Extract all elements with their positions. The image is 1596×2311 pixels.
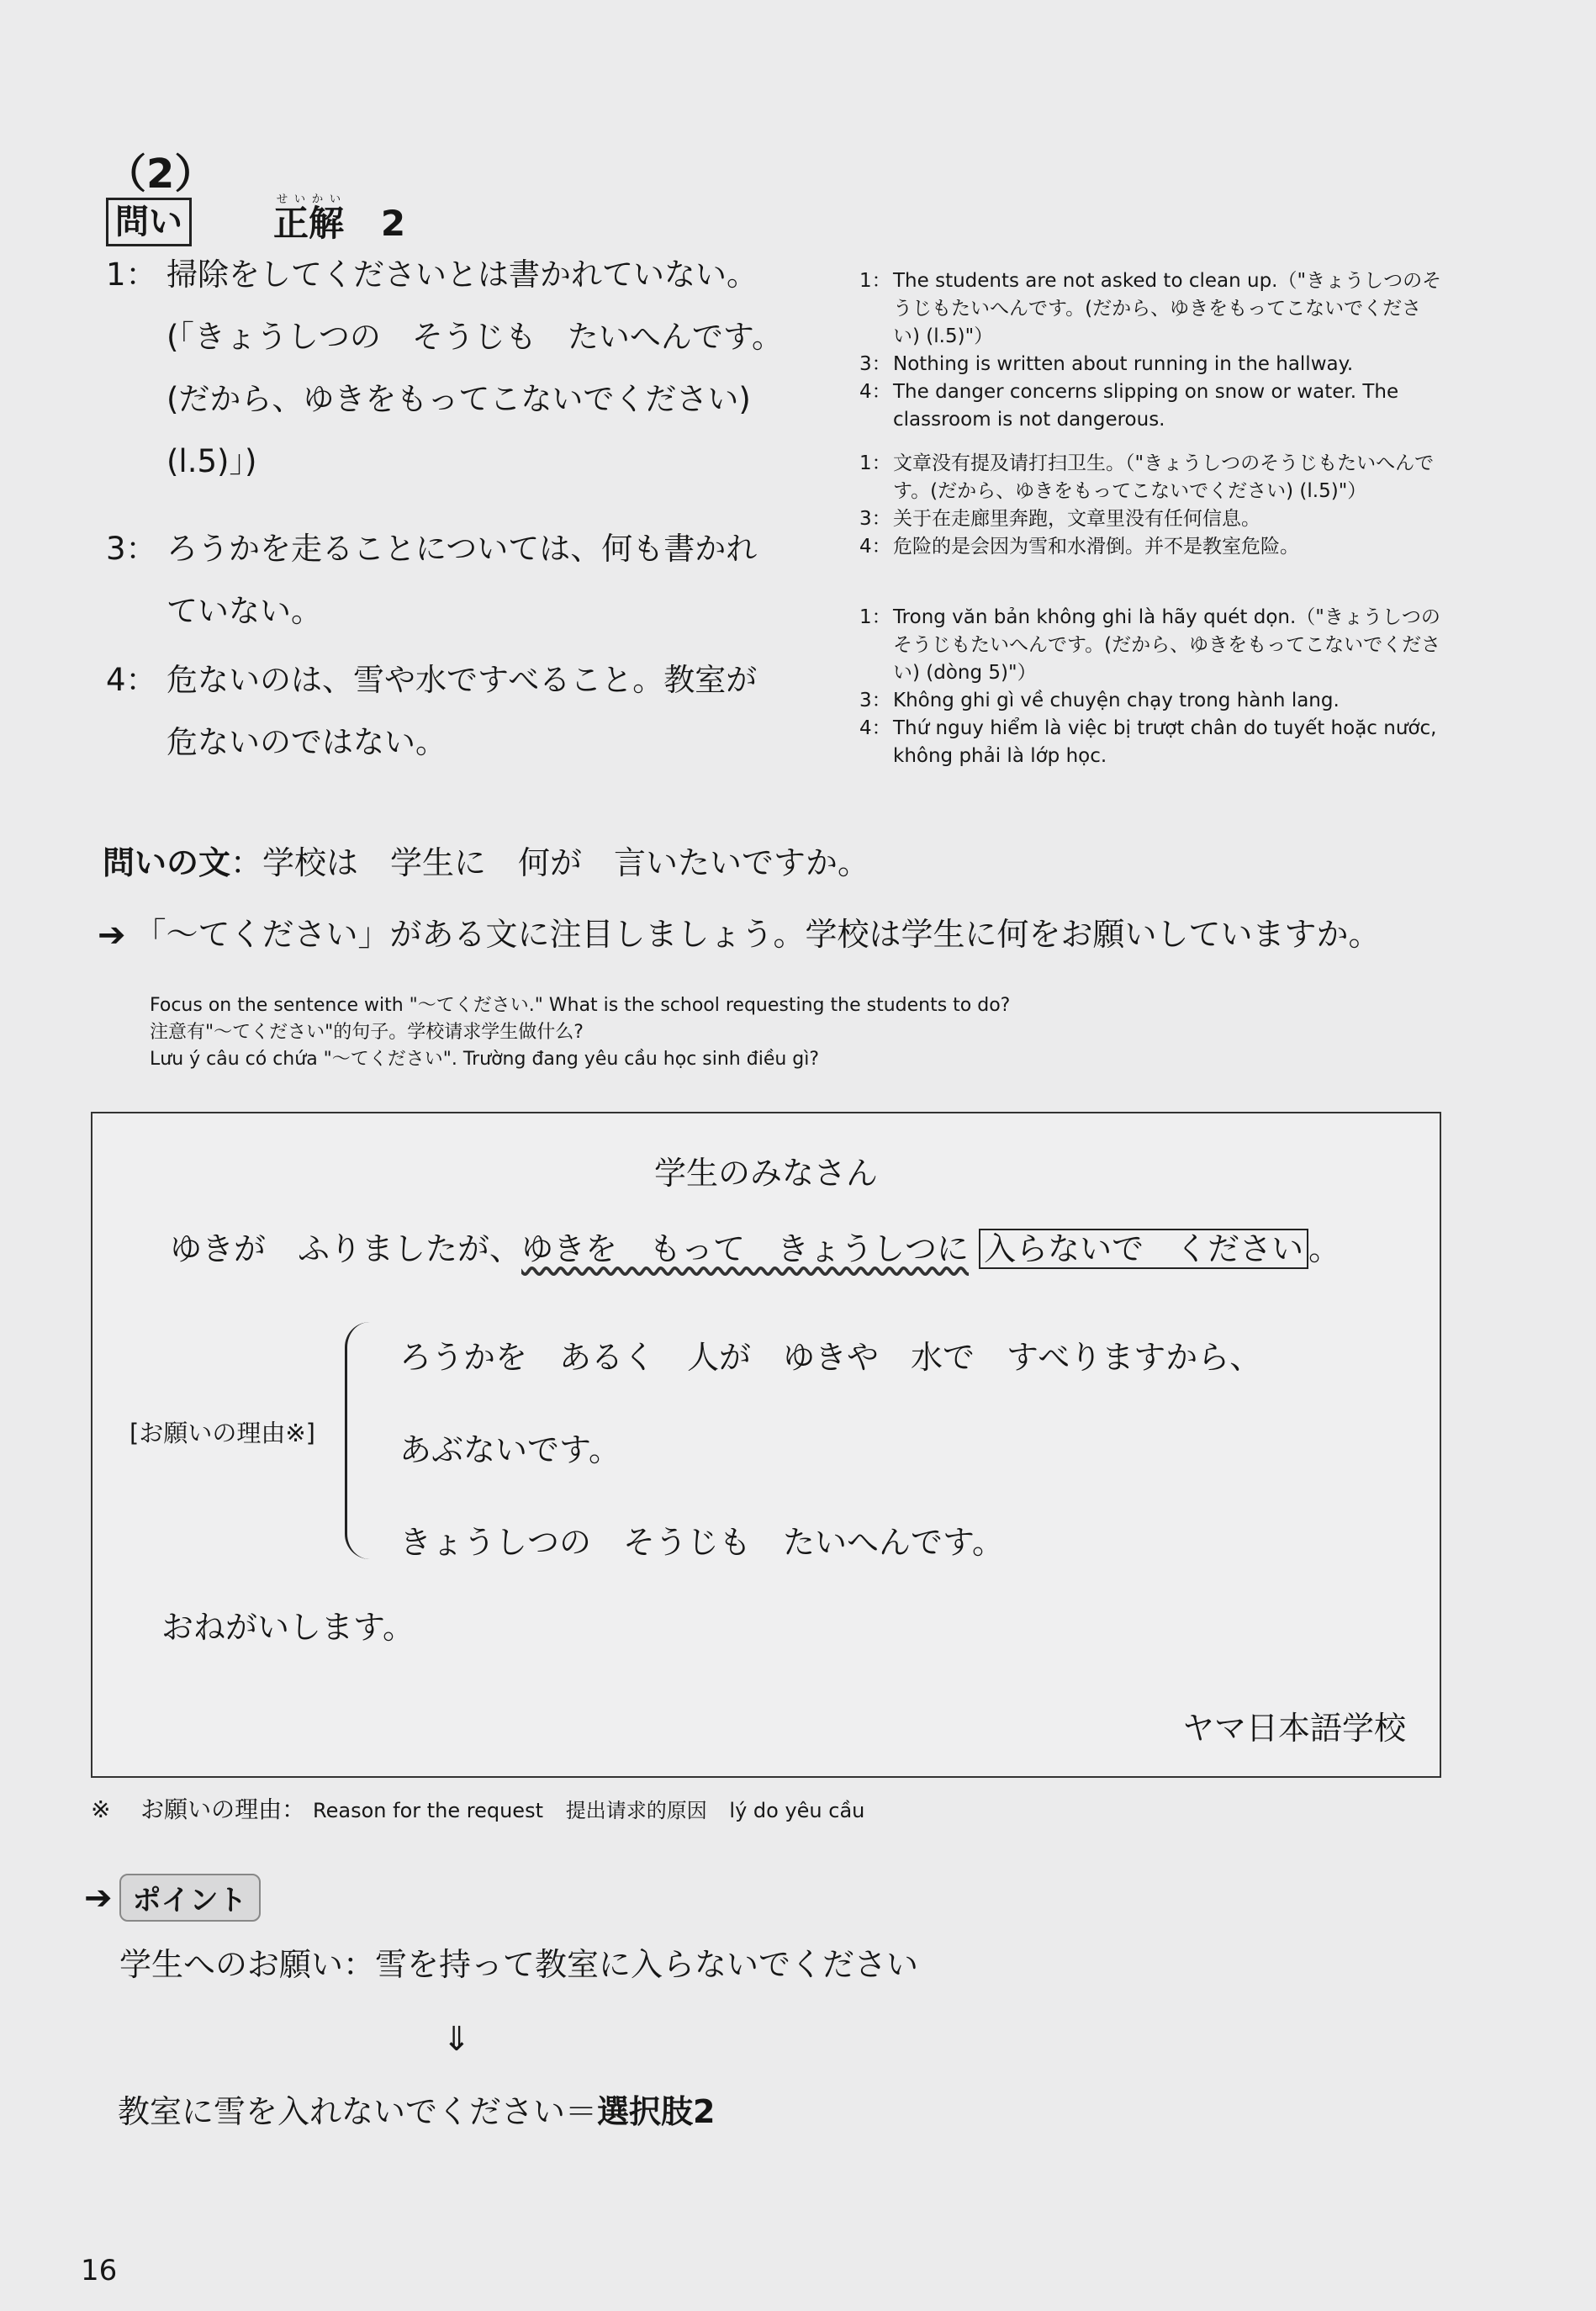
explanation-text: 危ないのは、雪や水ですべること。教室が <box>166 662 758 698</box>
translation-english: 1： The students are not asked to clean up.（"きょうしつのそうじもたいへんです。(だから、ゆきをもってこないでください) (l.5)"） 3： Nothing is written about running in the hallway. 4： The danger concerns slipping on snow or water. The classroom is not dangerous. <box>859 270 1442 431</box>
reason-label: [お願いの理由※] <box>129 1419 315 1447</box>
answer-choice: 選択肢2 <box>597 2093 716 2130</box>
question-sentence <box>103 837 869 883</box>
arrow-right-icon: ➔ <box>84 1878 113 1917</box>
footnote-english: Reason for the request <box>313 1799 543 1822</box>
arrow-right-icon: ➔ <box>98 916 126 955</box>
notice-signature: ヤマ日本語学校 <box>1181 1710 1406 1747</box>
point-request: 学生へのお願い：雪を持って教室に入らないでください <box>119 1946 919 1983</box>
explanation-3: 3： ろうかを走ることについては、何も書かれ ていない。 <box>106 518 838 643</box>
explanation-text: 掃除をしてくださいとは書かれていない。 <box>166 256 758 293</box>
page-number: 16 <box>81 2254 118 2287</box>
reason-line: ろうかを あるく 人が ゆきや 水で すべりますから、 <box>399 1339 1262 1376</box>
explanation-1: 1： 掃除をしてくださいとは書かれていない。 (「きょうしつの そうじも たいへんです。 (だから、ゆきをもってこないでください) (l.5)」) <box>106 244 838 493</box>
answer-label: 正解 <box>273 203 345 244</box>
explanation-text: ていない。 <box>166 593 322 629</box>
notice-closing: おねがいします。 <box>161 1609 415 1646</box>
footnote: ※ お願いの理由： Reason for the request 提出请求的原因 lý do yêu cầu <box>91 1795 865 1823</box>
boxed-request-phrase: 入らないで ください <box>979 1229 1308 1269</box>
answer-value: 2 <box>380 203 406 244</box>
footnote-term: お願いの理由 <box>140 1795 283 1823</box>
question-sentence-label: 問いの文 <box>103 844 231 881</box>
question-label: 問い <box>106 198 192 246</box>
translation-vietnamese: 1： Trong văn bản không ghi là hãy quét dọn.（"きょうしつのそうじもたいへんです。(だから、ゆきをもってこないでください) (dòng 5)"） 3： Không ghi gì về chuyện chạy trong hành lang. 4： Thứ nguy hiểm là việc bị trượt chân do tuyết hoặc nước, không phải là lớp học. <box>859 606 1441 767</box>
explanation-text: (だから、ゆきをもってこないでください) <box>166 381 751 417</box>
footnote-chinese: 提出请求的原因 <box>565 1799 707 1822</box>
explanation-text: 危ないのではない。 <box>166 724 447 760</box>
notice-title: 学生のみなさん <box>653 1155 878 1192</box>
focus-notes <box>150 992 1010 1073</box>
focus-instruction <box>98 908 1381 955</box>
brace-icon <box>345 1322 373 1559</box>
footnote-mark: ※ <box>91 1795 111 1823</box>
correct-answer <box>273 193 405 246</box>
explanation-text: ろうかを走ることについては、何も書かれ <box>166 531 758 567</box>
down-arrow-icon: ⇓ <box>442 2020 471 2059</box>
wavy-underlined-phrase: ゆきを もって きょうしつに <box>521 1230 970 1267</box>
focus-note-english: Focus on the sentence with "～てください." What is the school requesting the students to do? <box>150 995 1011 1016</box>
point-tag: ポイント <box>119 1874 261 1922</box>
notice-main-sentence: ゆきが ふりましたが、ゆきを もって きょうしつに 入らないで ください 。 <box>170 1230 1341 1267</box>
point-result: 教室に雪を入れないでください＝選択肢2 <box>118 2093 716 2130</box>
explanation-text: (「きょうしつの そうじも たいへんです。 <box>166 319 783 355</box>
section-number: （2） <box>106 151 215 198</box>
reason-line: きょうしつの そうじも たいへんです。 <box>399 1524 1004 1561</box>
reason-line: あぶないです。 <box>399 1431 621 1468</box>
footnote-vietnamese: lý do yêu cầu <box>729 1799 865 1822</box>
point-heading <box>84 1874 261 1922</box>
explanation-text: (l.5)」) <box>166 443 257 479</box>
notice-box <box>91 1112 1441 1778</box>
focus-note-vietnamese: Lưu ý câu có chứa "～てください". Trường đang yêu cầu học sinh điều gì? <box>150 1049 820 1070</box>
translation-chinese: 1： 文章没有提及请打扫卫生。（"きょうしつのそうじもたいへんです。(だから、ゆきをもってこないでください) (l.5)"） 3： 关于在走廊里奔跑，文章里没有任何信息。 4： 危险的是会因为雪和水滑倒。并不是教室危险。 <box>859 452 1435 558</box>
answer-reading: せいかい <box>273 193 345 206</box>
focus-text: 「～てください」がある文に注目しましょう。学校は学生に何をお願いしていますか。 <box>134 916 1381 953</box>
focus-note-chinese: 注意有"～てください"的句子。学校请求学生做什么? <box>150 1022 584 1043</box>
reason-lines <box>399 1311 1261 1589</box>
explanation-4: 4： 危ないのは、雪や水ですべること。教室が 危ないのではない。 <box>106 649 838 774</box>
question-sentence-text: ：学校は 学生に 何が 言いたいですか。 <box>230 844 870 881</box>
